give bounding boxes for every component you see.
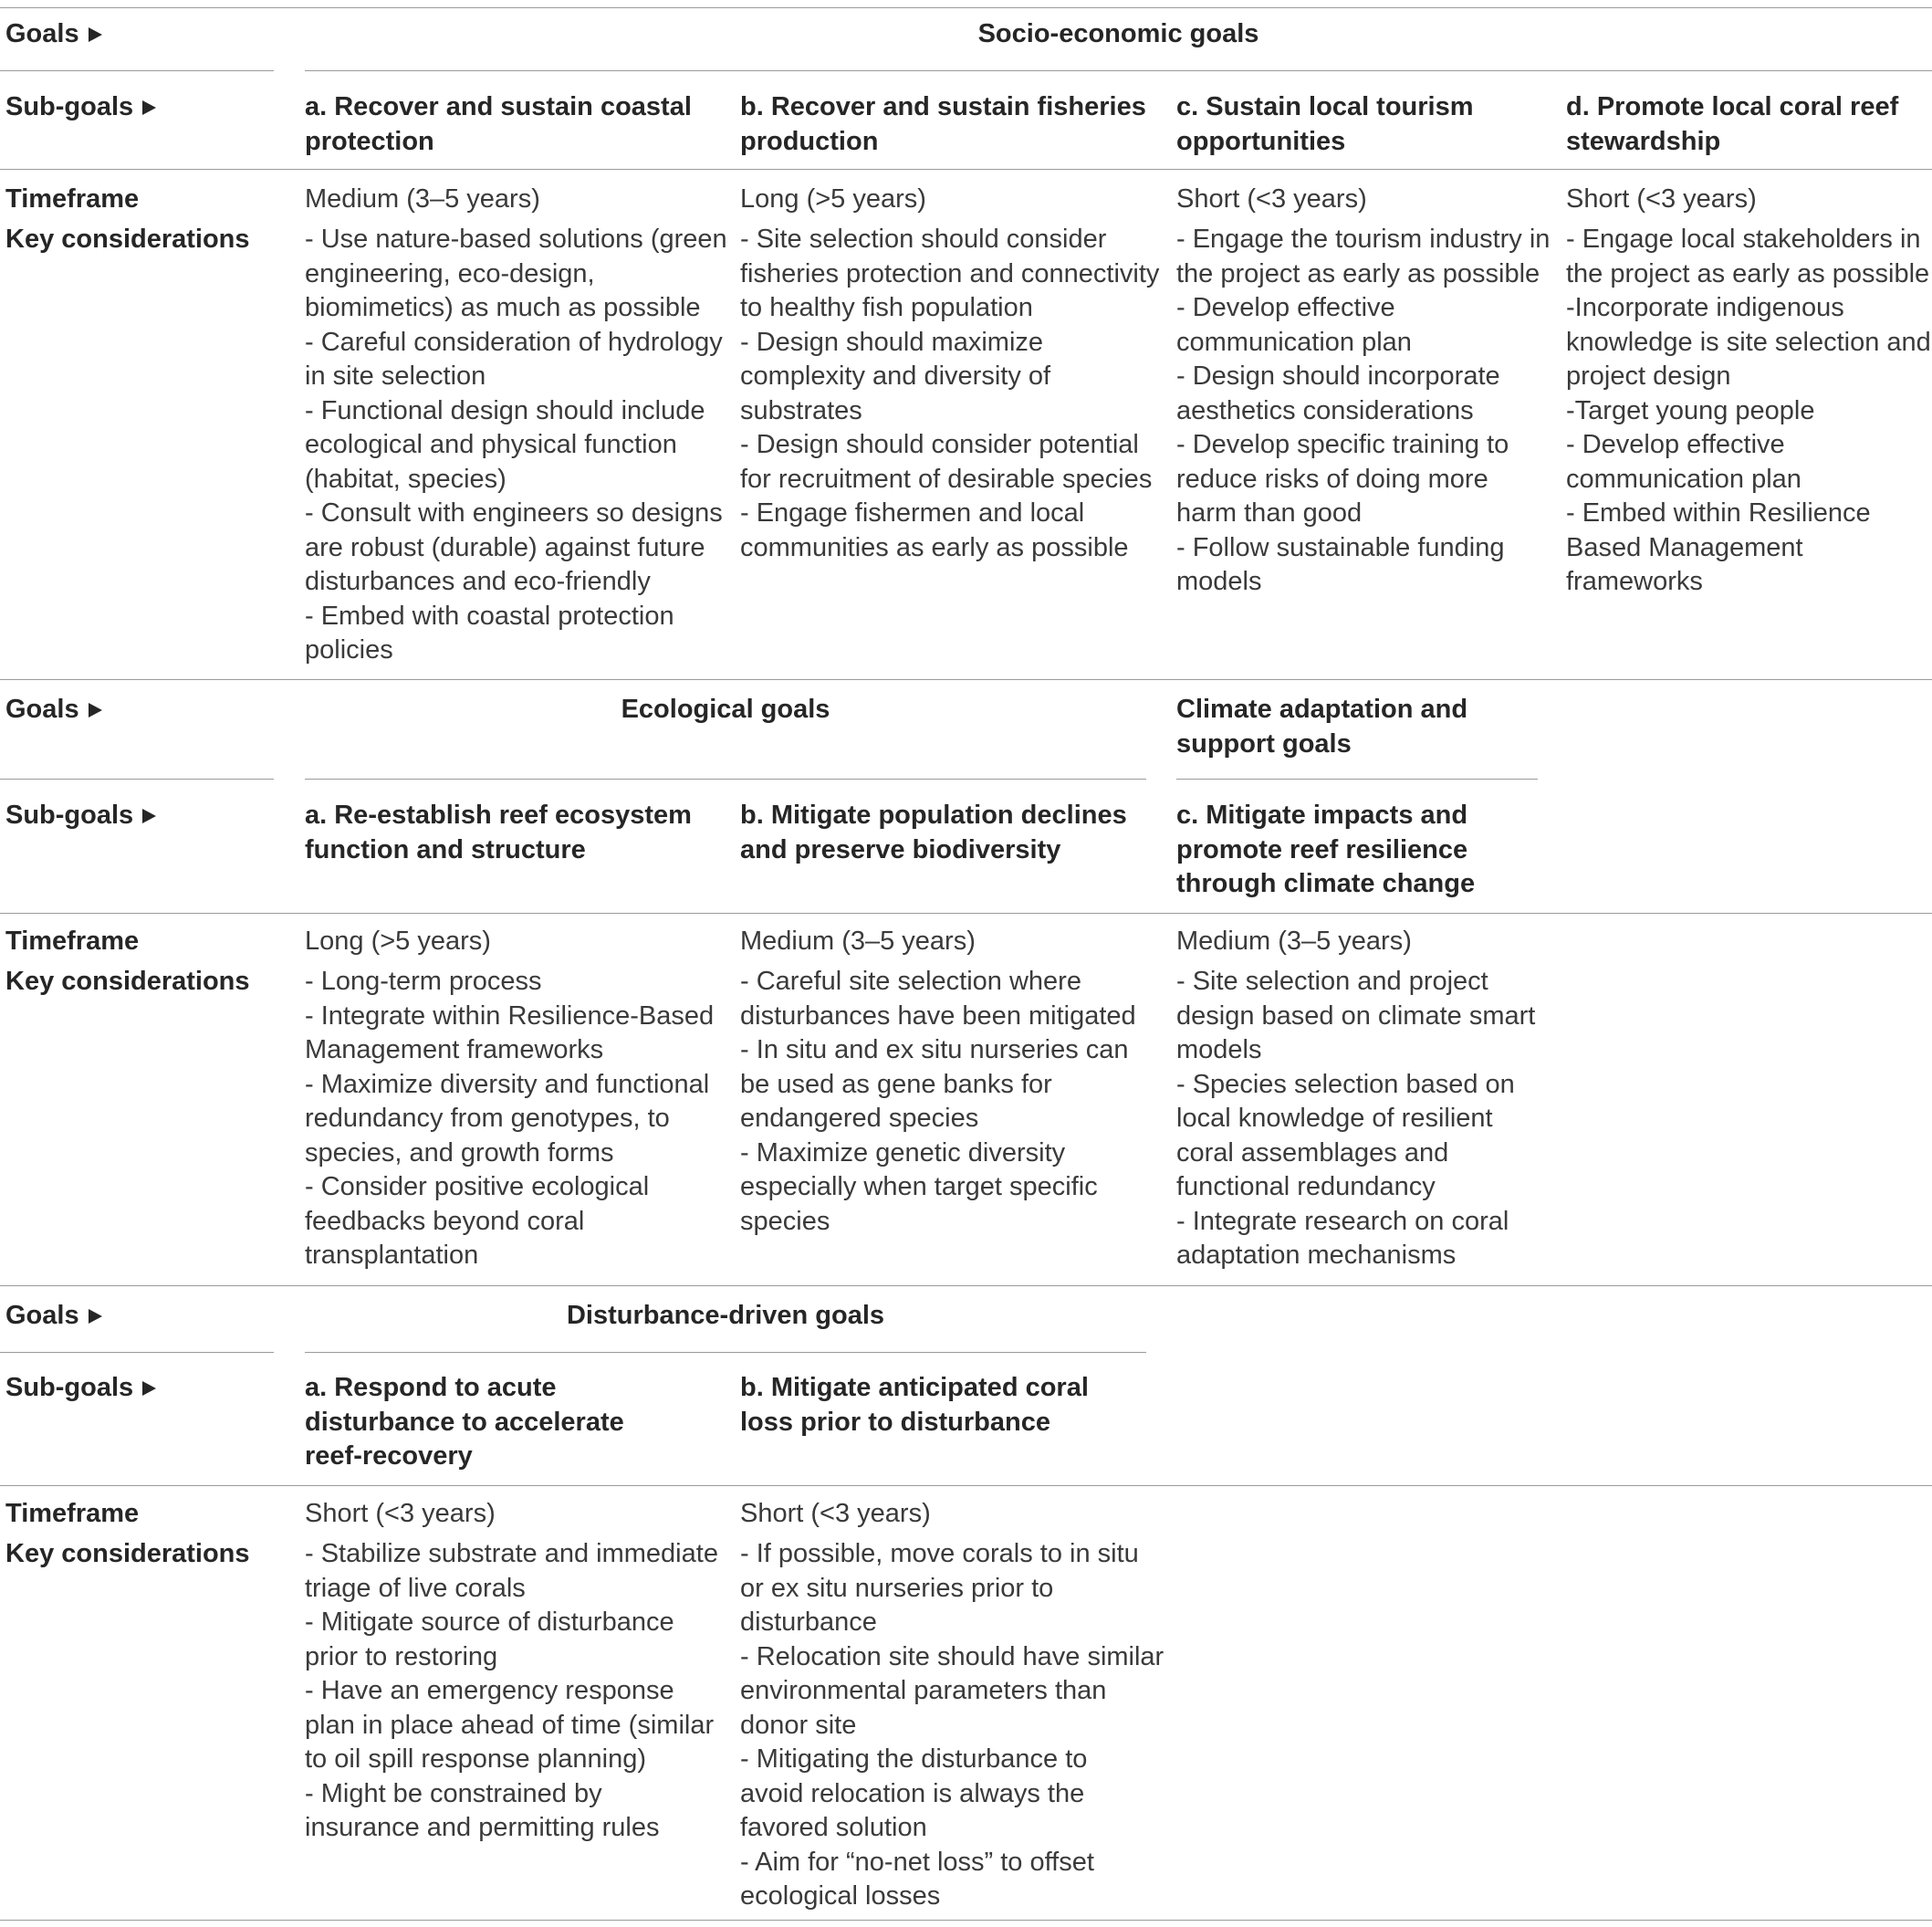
considerations-list: - Long-term process - Integrate within Resilience-Based Management frameworks - Maximize diversity and functional redundancy from genotypes, to species, and growth forms - Consider positive ecological feedbacks beyond coral transplantation xyxy=(305,967,715,1270)
subgoal-title: c. Mitigate impacts and promote reef resilience through climate change xyxy=(1176,801,1476,898)
arrow-right-icon xyxy=(142,809,156,823)
subgoal-title: c. Sustain local tourism opportunities xyxy=(1176,92,1474,156)
goal-header-disturbance: Disturbance-driven goals xyxy=(566,1301,885,1330)
considerations-list: - Careful site selection where disturbances have been mitigated - In situ and ex situ nurseries can be used as gene banks for endangered species - Maximize genetic diversity especially when target specific species xyxy=(740,967,1136,1236)
timeframe-value: Medium (3–5 years) xyxy=(305,184,540,214)
key-considerations-label: Key considerations xyxy=(5,1539,250,1568)
timeframe-value: Medium (3–5 years) xyxy=(740,927,976,956)
rule-goals-left xyxy=(0,779,274,780)
goals-label: Goals xyxy=(5,19,79,48)
timeframe-value: Long (>5 years) xyxy=(740,184,926,214)
rule-section-1-end xyxy=(0,679,1932,680)
row-label-goals xyxy=(5,17,102,52)
subgoals-label: Sub-goals xyxy=(5,801,134,830)
goal-header-ecological: Ecological goals xyxy=(621,695,830,724)
subgoals-label: Sub-goals xyxy=(5,1373,134,1402)
rule-goals-left xyxy=(0,1352,274,1353)
row-label-goals xyxy=(5,1299,102,1334)
rule-goals-climate xyxy=(1176,779,1538,780)
arrow-right-icon xyxy=(89,703,102,717)
timeframe-value: Short (<3 years) xyxy=(305,1499,496,1528)
timeframe-value: Short (<3 years) xyxy=(1176,184,1367,214)
considerations-list: - Engage local stakeholders in the project as early as possible -Incorporate indigenous knowledge is site selection and project design -Target young people - Develop effective communication plan - Embed within Resilience Based Management frameworks xyxy=(1566,225,1931,596)
row-label-subgoals xyxy=(5,799,156,833)
rule-subgoals xyxy=(0,1485,1932,1486)
timeframe-label: Timeframe xyxy=(5,1499,140,1528)
timeframe-label: Timeframe xyxy=(5,927,140,956)
rule-section-2-end xyxy=(0,1285,1932,1286)
considerations-list: - Engage the tourism industry in the project as early as possible - Develop effective communication plan - Design should incorporate aesthetics considerations - Develop specific training to reduce risks of doing more harm than good - Follow sustainable funding models xyxy=(1176,225,1551,596)
rule-goals-span xyxy=(305,1352,1146,1353)
key-considerations-label: Key considerations xyxy=(5,967,250,996)
subgoal-title: a. Respond to acute disturbance to accelerate reef-recovery xyxy=(305,1373,624,1471)
arrow-right-icon xyxy=(142,100,156,115)
rule-subgoals xyxy=(0,913,1932,914)
arrow-right-icon xyxy=(142,1381,156,1396)
rule-goals-span xyxy=(305,779,1146,780)
subgoal-title: d. Promote local coral reef stewardship xyxy=(1566,92,1899,156)
timeframe-value: Medium (3–5 years) xyxy=(1176,927,1412,956)
arrow-right-icon xyxy=(89,27,102,42)
subgoal-title: a. Re-establish reef ecosystem function and structure xyxy=(305,801,692,864)
subgoal-title: b. Mitigate population declines and preserve biodiversity xyxy=(740,801,1127,864)
subgoals-label: Sub-goals xyxy=(5,92,134,121)
row-label-goals xyxy=(5,693,102,728)
considerations-list: - Use nature-based solutions (green engineering, eco-design, biomimetics) as much as possible - Careful consideration of hydrology in site selection - Functional design should include ecological and physical function (habitat, species) - Consult with engineers so designs are robust (durable) against future disturbances and eco-friendly - Embed with coastal protection policies xyxy=(305,225,727,665)
rule-top xyxy=(0,7,1932,8)
subgoal-title: b. Mitigate anticipated coral loss prior to disturbance xyxy=(740,1373,1089,1437)
row-label-subgoals xyxy=(5,90,156,125)
key-considerations-label: Key considerations xyxy=(5,225,250,254)
goals-label: Goals xyxy=(5,695,79,724)
rule-bottom xyxy=(0,1920,1932,1921)
considerations-list: - Site selection should consider fisheries protection and connectivity to healthy fish population - Design should maximize complexity and diversity of substrates - Design should consider potential for recruitment of desirable species - Engage fishermen and local communities as early as possible xyxy=(740,225,1160,562)
row-label-subgoals xyxy=(5,1371,156,1406)
subgoal-title: b. Recover and sustain fisheries production xyxy=(740,92,1146,156)
goal-header-socio-economic: Socio-economic goals xyxy=(977,19,1259,48)
arrow-right-icon xyxy=(89,1309,102,1324)
considerations-list: - If possible, move corals to in situ or ex situ nurseries prior to disturbance - Relocation site should have similar environmental parameters than donor site - Mitigating the disturbance to avoid relocation is always the favored solution - Aim for “no-net loss” to offset ecological losses xyxy=(740,1539,1164,1911)
considerations-list: - Stabilize substrate and immediate triage of live corals - Mitigate source of disturbance prior to restoring - Have an emergency response plan in place ahead of time (similar to oil spill response planning) - Might be constrained by insurance and permitting rules xyxy=(305,1539,718,1842)
timeframe-value: Short (<3 years) xyxy=(740,1499,931,1528)
timeframe-value: Long (>5 years) xyxy=(305,927,491,956)
considerations-list: - Site selection and project design based on climate smart models - Species selection based on local knowledge of resilient coral assemblages and functional redundancy - Integrate research on coral adaptation mechanisms xyxy=(1176,967,1536,1270)
goal-header-climate: Climate adaptation and support goals xyxy=(1176,695,1468,759)
goals-label: Goals xyxy=(5,1301,79,1330)
timeframe-label: Timeframe xyxy=(5,184,140,214)
timeframe-value: Short (<3 years) xyxy=(1566,184,1757,214)
rule-subgoals xyxy=(0,169,1932,170)
rule-goals-left xyxy=(0,70,274,71)
rule-goals-span xyxy=(305,70,1932,71)
subgoal-title: a. Recover and sustain coastal protection xyxy=(305,92,692,156)
